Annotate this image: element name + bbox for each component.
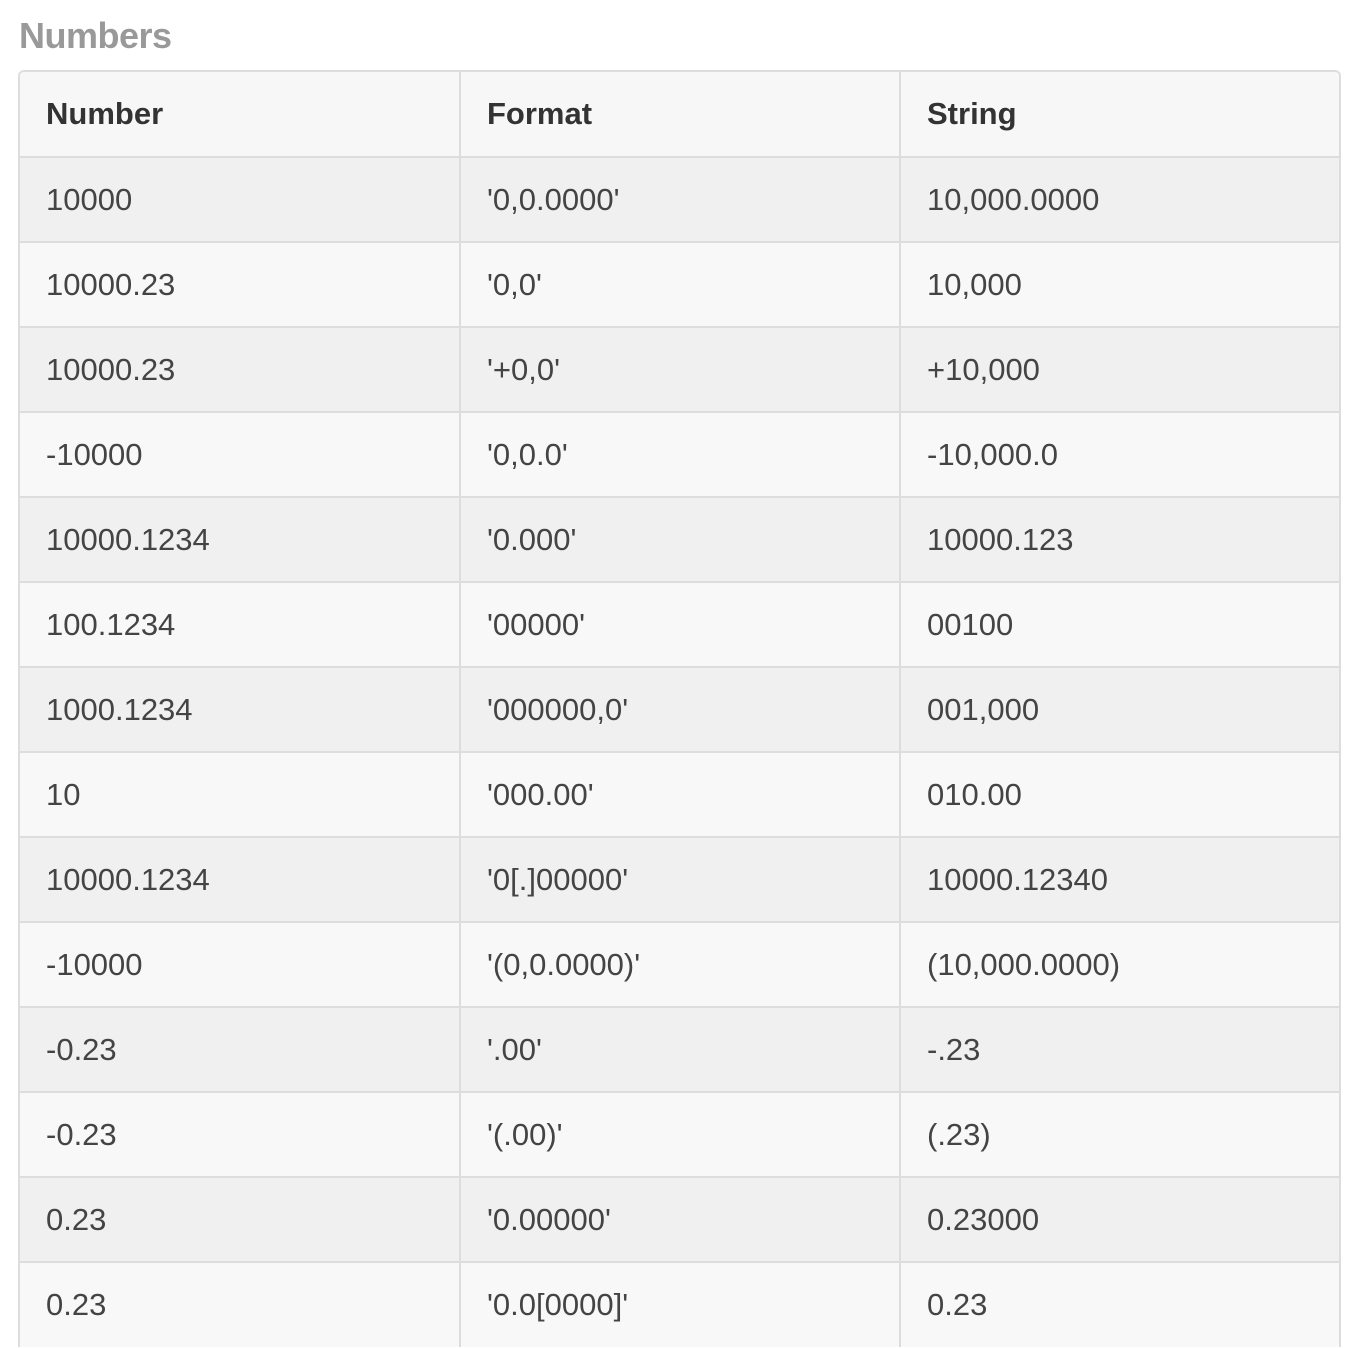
cell-number: 0.23 (20, 1262, 460, 1347)
table-row (20, 752, 1339, 837)
cell-format: '(.00)' (460, 1092, 900, 1177)
table-row (20, 1262, 1339, 1347)
cell-number: -0.23 (20, 1092, 460, 1177)
numbers-table (20, 72, 1339, 1347)
cell-string: +10,000 (900, 327, 1339, 412)
table-row (20, 837, 1339, 922)
cell-number: 1000.1234 (20, 667, 460, 752)
table-row (20, 667, 1339, 752)
cell-number: 10000.23 (20, 242, 460, 327)
cell-format: '(0,0.0000)' (460, 922, 900, 1007)
cell-number: 10000.1234 (20, 837, 460, 922)
cell-format: '00000' (460, 582, 900, 667)
cell-string: -10,000.0 (900, 412, 1339, 497)
cell-number: 10000 (20, 157, 460, 242)
cell-string: 010.00 (900, 752, 1339, 837)
cell-format: '000000,0' (460, 667, 900, 752)
table-row (20, 582, 1339, 667)
cell-string: (.23) (900, 1092, 1339, 1177)
cell-number: -10000 (20, 922, 460, 1007)
cell-number: 10 (20, 752, 460, 837)
header-string: String (900, 72, 1339, 157)
header-number: Number (20, 72, 460, 157)
cell-string: 001,000 (900, 667, 1339, 752)
cell-string: (10,000.0000) (900, 922, 1339, 1007)
cell-string: 0.23000 (900, 1177, 1339, 1262)
cell-string: 10,000 (900, 242, 1339, 327)
table-row (20, 1177, 1339, 1262)
section-title: Numbers (19, 15, 172, 56)
table-row (20, 497, 1339, 582)
cell-format: '0.000' (460, 497, 900, 582)
cell-number: 10000.23 (20, 327, 460, 412)
cell-format: '0,0.0000' (460, 157, 900, 242)
cell-string: 10000.123 (900, 497, 1339, 582)
table-row (20, 1007, 1339, 1092)
cell-string: 0.23 (900, 1262, 1339, 1347)
table-row (20, 157, 1339, 242)
table-row (20, 922, 1339, 1007)
cell-string: -.23 (900, 1007, 1339, 1092)
cell-number: 0.23 (20, 1177, 460, 1262)
cell-string: 10000.12340 (900, 837, 1339, 922)
cell-format: '000.00' (460, 752, 900, 837)
cell-format: '0.0[0000]' (460, 1262, 900, 1347)
cell-number: 10000.1234 (20, 497, 460, 582)
cell-format: '0[.]00000' (460, 837, 900, 922)
header-row (20, 72, 1339, 157)
table-row (20, 242, 1339, 327)
cell-format: '.00' (460, 1007, 900, 1092)
cell-string: 10,000.0000 (900, 157, 1339, 242)
cell-string: 00100 (900, 582, 1339, 667)
table-row (20, 327, 1339, 412)
cell-format: '+0,0' (460, 327, 900, 412)
cell-number: -10000 (20, 412, 460, 497)
table-body (20, 157, 1339, 1347)
table-row (20, 1092, 1339, 1177)
header-format: Format (460, 72, 900, 157)
cell-format: '0,0.0' (460, 412, 900, 497)
table-row (20, 412, 1339, 497)
cell-number: -0.23 (20, 1007, 460, 1092)
table-header (20, 72, 1339, 157)
cell-number: 100.1234 (20, 582, 460, 667)
numbers-table-container (18, 70, 1341, 1347)
cell-format: '0,0' (460, 242, 900, 327)
cell-format: '0.00000' (460, 1177, 900, 1262)
